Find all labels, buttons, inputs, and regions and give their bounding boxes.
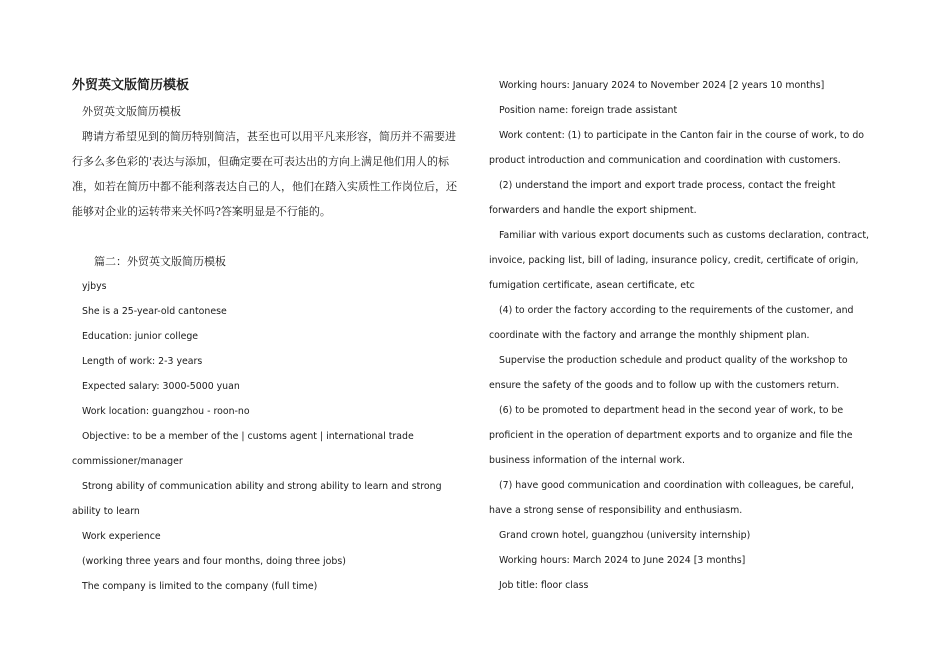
intro-paragraph: 聘请方希望见到的简历特别简洁，甚至也可以用平凡来形容，简历并不需要进行多么多色彩的'表达与添加，但确定要在可表达出的方向上满足他们用人的标准，如若在简历中都不能利落表达自己的人，他们在踏入实质性工作岗位后，还能够对企业的运转带来关怀吗?答案明显是不行能的。 bbox=[72, 130, 457, 218]
text-line: Expected salary: 3000-5000 yuan bbox=[82, 381, 240, 392]
text-line: Grand crown hotel, guangzhou (university internship) bbox=[499, 530, 751, 541]
text-line: Familiar with various export documents such as customs declaration, contract, invoice, packing list, bill of lading, insurance policy, credit, certificate of origin, fumigation certificate, asean certificate, etc bbox=[489, 230, 870, 291]
text-line: (4) to order the factory according to the requirements of the customer, and coordinate with the factory and arrange the monthly shipment plan. bbox=[489, 305, 854, 341]
text-line: Objective: to be a member of the | customs agent | international trade commissioner/manager bbox=[72, 431, 414, 467]
text-line: yjbys bbox=[82, 281, 107, 292]
text-line: Working hours: January 2024 to November 2024 [2 years 10 months] bbox=[499, 80, 825, 91]
text-line: Work location: guangzhou - roon-no bbox=[82, 406, 250, 417]
text-line: She is a 25-year-old cantonese bbox=[82, 306, 227, 317]
text-line: Work content: (1) to participate in the Canton fair in the course of work, to do product introduction and communication and coordination with customers. bbox=[489, 130, 865, 166]
text-line: (7) have good communication and coordination with colleagues, be careful, have a strong sense of responsibility and enthusiasm. bbox=[489, 480, 855, 516]
text-line: Work experience bbox=[82, 531, 161, 542]
document-subtitle: 外贸英文版简历模板 bbox=[82, 105, 181, 118]
spacer bbox=[72, 224, 464, 249]
text-line: Job title: floor class bbox=[499, 580, 589, 591]
text-line: Working hours: March 2024 to June 2024 [3 months] bbox=[499, 555, 746, 566]
text-line: Strong ability of communication ability and strong ability to learn and strong ability to learn bbox=[72, 481, 442, 517]
text-line: Length of work: 2-3 years bbox=[82, 356, 203, 367]
text-line: Education: junior college bbox=[82, 331, 199, 342]
text-line: (working three years and four months, doing three jobs) bbox=[82, 556, 346, 567]
document-title: 外贸英文版简历模板 bbox=[72, 78, 190, 93]
text-line: The company is limited to the company (full time) bbox=[82, 581, 318, 592]
text-line: Position name: foreign trade assistant bbox=[499, 105, 678, 116]
text-line: (2) understand the import and export trade process, contact the freight forwarders and handle the export shipment. bbox=[489, 180, 836, 216]
section-heading: 篇二：外贸英文版简历模板 bbox=[94, 255, 226, 268]
right-column bbox=[489, 73, 879, 598]
text-line: Supervise the production schedule and product quality of the workshop to ensure the safety of the goods and to follow up with the customers return. bbox=[489, 355, 848, 391]
left-column bbox=[72, 73, 464, 599]
text-line: (6) to be promoted to department head in the second year of work, to be proficient in the operation of department exports and to organize and file the business information of the internal work. bbox=[489, 405, 853, 466]
